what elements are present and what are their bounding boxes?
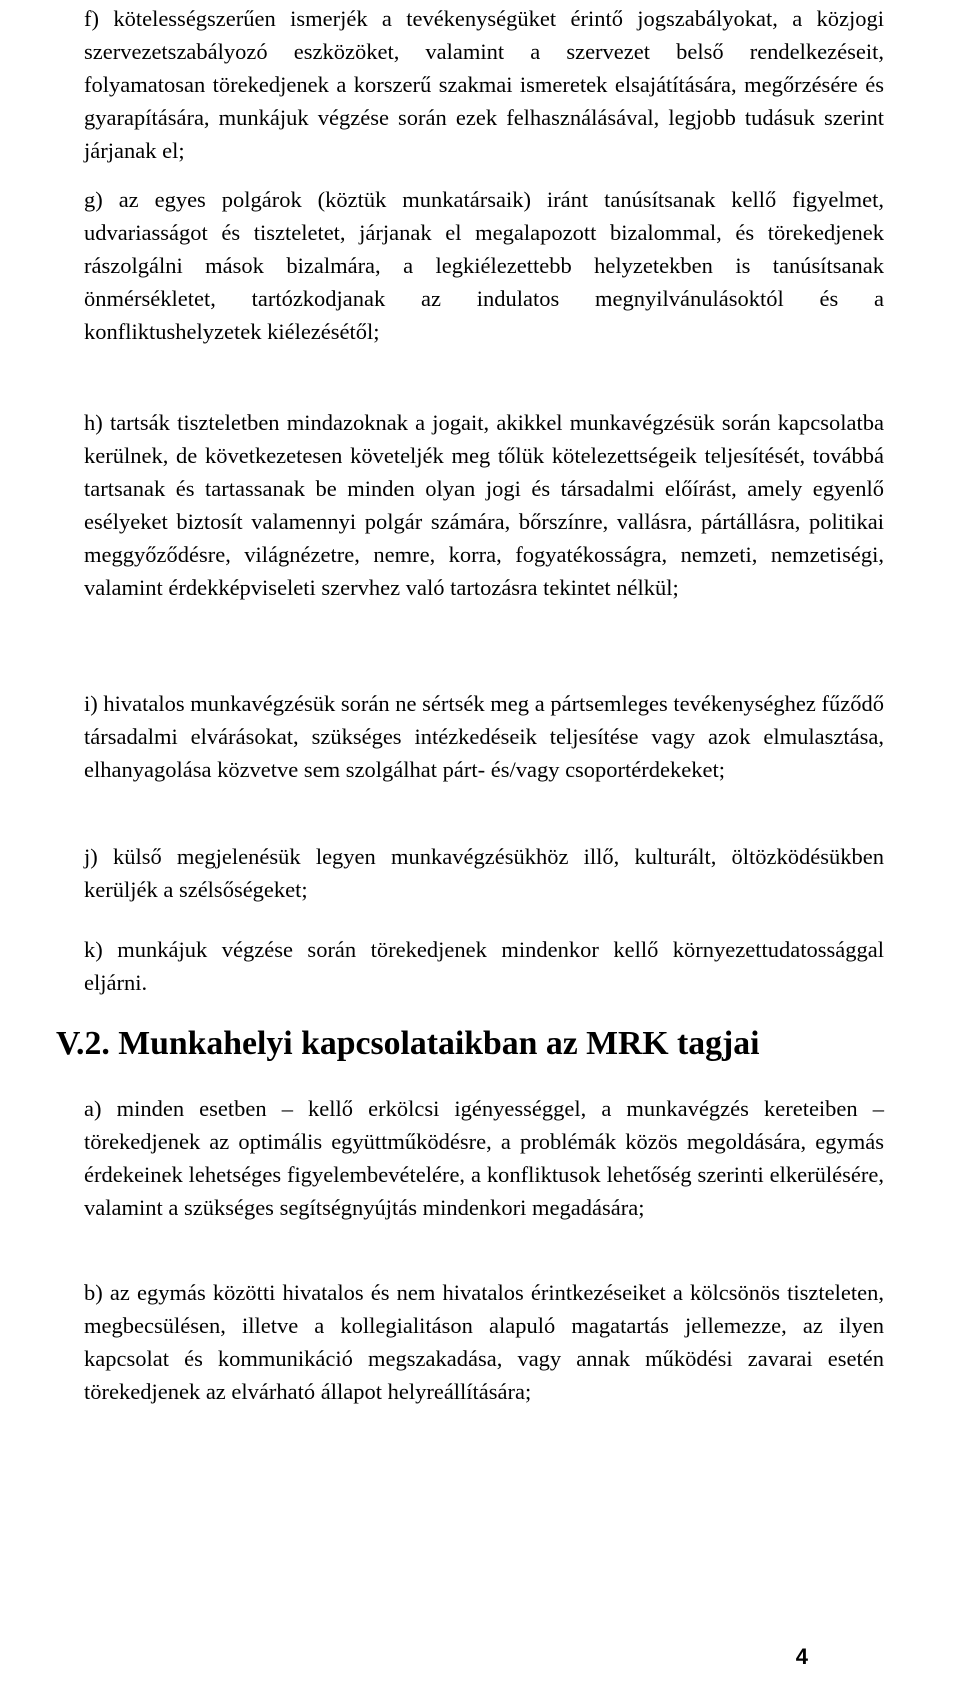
list-item-k xyxy=(84,933,884,999)
item-text: munkájuk végzése során törekedjenek mindenkor kellő környezettudatossággal eljárni. xyxy=(84,937,884,995)
item-marker: g) xyxy=(84,187,103,212)
section-heading xyxy=(56,1027,856,1060)
section-number: V.2. xyxy=(56,1025,110,1062)
item-text: külső megjelenésük legyen munkavégzésükhöz illő, kulturált, öltözködésükben kerüljék a szélsőségeket; xyxy=(84,844,884,902)
item-marker: j) xyxy=(84,844,98,869)
item-text: tartsák tiszteletben mindazoknak a jogait, akikkel munkavégzésük során kapcsolatba kerülnek, de következetesen követeljék meg tőlük kötelezettségeik teljesítését, továbbá tartsanak és tartassanak be minden olyan jogi és társadalmi előírást, amely egyenlő esélyeket biztosít valamennyi polgár számára, bőrszínre, vallásra, pártállásra, politikai meggyőződésre, világnézetre, nemre, korra, fogyatékosságra, nemzeti, nemzetiségi, valamint érdekképviseleti szervhez való tartozásra tekintet nélkül; xyxy=(84,410,884,600)
list-item-j xyxy=(84,840,884,906)
item-text: minden esetben – kellő erkölcsi igényességgel, a munkavégzés kereteiben – törekedjenek az optimális együttműködésre, a problémák közös megoldására, egymás érdekeinek lehetséges figyelembevételére, a konfliktusok lehetőség szerinti elkerülésére, valamint a szükséges segítségnyújtás mindenkori megadására; xyxy=(84,1096,885,1220)
item-marker: b) xyxy=(84,1280,103,1305)
item-marker: a) xyxy=(84,1096,102,1121)
list-item-f xyxy=(84,2,884,167)
list-item-g xyxy=(84,183,884,348)
section-title: Munkahelyi kapcsolataikban az MRK tagjai xyxy=(118,1025,760,1062)
list-item-b xyxy=(84,1276,884,1408)
item-marker: f) xyxy=(84,6,99,31)
list-item-a xyxy=(84,1092,884,1224)
list-item-i xyxy=(84,687,884,786)
item-text: kötelességszerűen ismerjék a tevékenységüket érintő jogszabályokat, a közjogi szervezetszabályozó eszközöket, valamint a szervezet belső rendelkezéseit, folyamatosan törekedjenek a korszerű szakmai ismeretek elsajátítására, megőrzésére és gyarapítására, munkájuk végzése során ezek felhasználásával, legjobb tudásuk szerint járjanak el; xyxy=(84,6,884,163)
item-text: az egyes polgárok (köztük munkatársaik) iránt tanúsítsanak kellő figyelmet, udvariasságot és tiszteletet, járjanak el megalapozott bizalommal, és törekedjenek rászolgálni mások bizalmára, a legkiélezettebb helyzetekben is tanúsítsanak önmérsékletet, tartózkodjanak az indulatos megnyilvánulásoktól és a konfliktushelyzetek kiélezésétől; xyxy=(84,187,885,344)
item-marker: h) xyxy=(84,410,103,435)
item-marker: k) xyxy=(84,937,103,962)
item-marker: i) xyxy=(84,691,98,716)
page-number: 4 xyxy=(795,1644,808,1669)
list-item-h xyxy=(84,406,884,604)
item-text: az egymás közötti hivatalos és nem hivatalos érintkezéseiket a kölcsönös tiszteleten, megbecsülésen, illetve a kollegialitáson alapuló magatartás jellemezze, az ilyen kapcsolat és kommunikáció megszakadása, vagy annak működési zavarai esetén törekedjenek az elvárható állapot helyreállítására; xyxy=(84,1280,884,1404)
item-text: hivatalos munkavégzésük során ne sértsék meg a pártsemleges tevékenységhez fűződő társadalmi elvárásokat, szükséges intézkedéseik teljesítése vagy azok elmulasztása, elhanyagolása közvetve sem szolgálhat párt- és/vagy csoportérdekeket; xyxy=(84,691,884,782)
